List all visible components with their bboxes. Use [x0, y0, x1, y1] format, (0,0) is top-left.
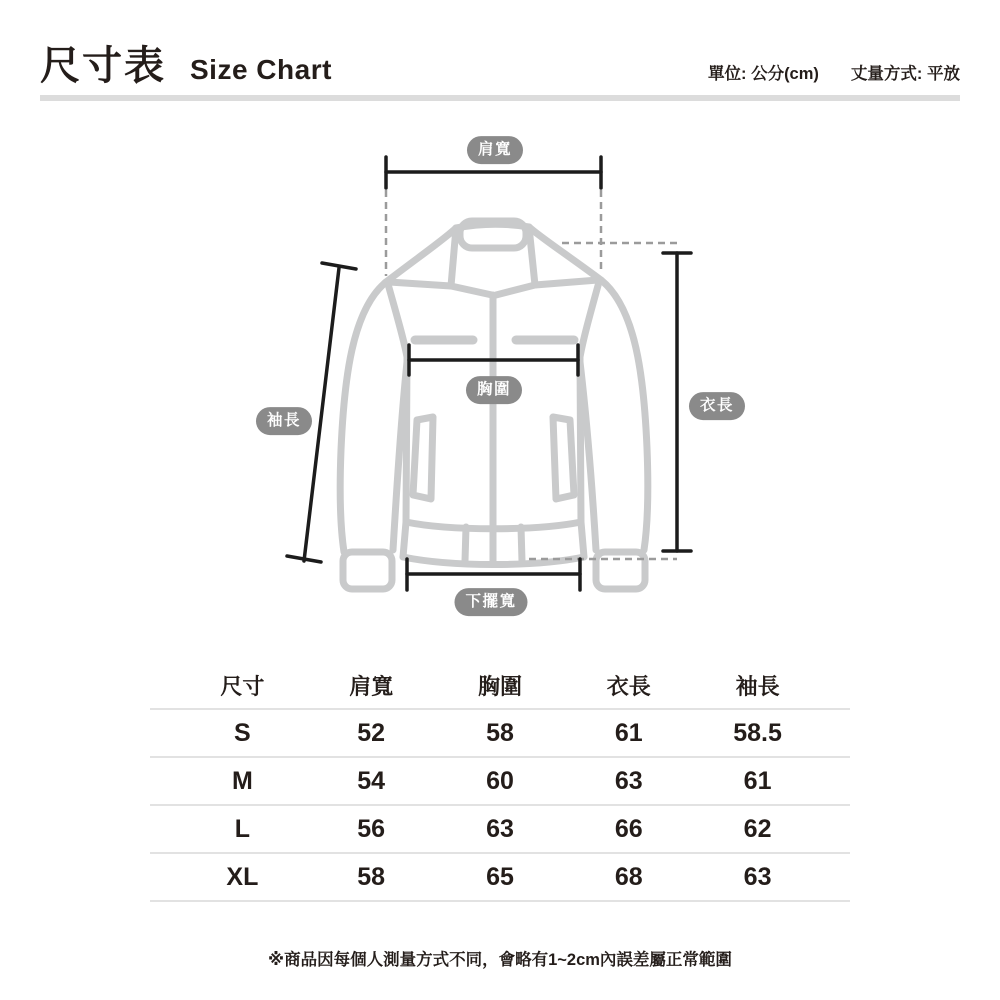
- value-cell: 66: [614, 814, 643, 843]
- value-cell: 68: [614, 862, 643, 891]
- size-cell: L: [234, 814, 251, 843]
- size-cell: M: [231, 766, 253, 795]
- measurement-disclaimer: ※商品因每個人測量方式不同，會略有1~2cm內誤差屬正常範圍: [268, 950, 732, 969]
- column-header-shoulder: 肩寬: [349, 674, 394, 699]
- value-cell: 60: [486, 766, 514, 795]
- garment-length-label: 衣長: [689, 392, 745, 420]
- value-cell: 58: [357, 862, 386, 891]
- size-table: [150, 663, 850, 902]
- column-header-size: 尺寸: [220, 674, 265, 699]
- table-row-s: [150, 710, 850, 758]
- sleeve-length-label: 袖長: [256, 407, 312, 435]
- value-cell: 63: [486, 814, 514, 843]
- column-header-chest: 胸圍: [477, 674, 522, 699]
- value-cell: 58.5: [733, 718, 782, 747]
- chest-width-label: 胸圍: [466, 376, 522, 404]
- value-cell: 52: [357, 718, 386, 747]
- table-row-l: [150, 806, 850, 854]
- table-row-m: [150, 758, 850, 806]
- column-header-sleeve: 袖長: [735, 674, 780, 699]
- value-cell: 61: [743, 766, 772, 795]
- page-title: 尺寸表: [40, 44, 166, 88]
- value-cell: 63: [614, 766, 643, 795]
- unit-label: 單位: 公分(cm): [707, 65, 819, 83]
- method-label: 丈量方式: 平放: [850, 65, 960, 83]
- page-title-english: Size Chart: [190, 54, 332, 85]
- value-cell: 63: [743, 862, 772, 891]
- value-cell: 54: [357, 766, 386, 795]
- size-cell: S: [234, 718, 251, 747]
- table-header-row: [150, 663, 850, 710]
- table-row-xl: [150, 854, 850, 902]
- value-cell: 62: [743, 814, 772, 843]
- shoulder-width-label: 肩寬: [467, 136, 523, 164]
- size-cell: XL: [226, 862, 259, 891]
- value-cell: 65: [486, 862, 514, 891]
- value-cell: 58: [486, 718, 514, 747]
- value-cell: 61: [614, 718, 643, 747]
- jacket-outline: [340, 221, 648, 589]
- column-header-length: 衣長: [606, 674, 651, 699]
- hem-width-label: 下擺寬: [454, 588, 527, 616]
- value-cell: 56: [357, 814, 386, 843]
